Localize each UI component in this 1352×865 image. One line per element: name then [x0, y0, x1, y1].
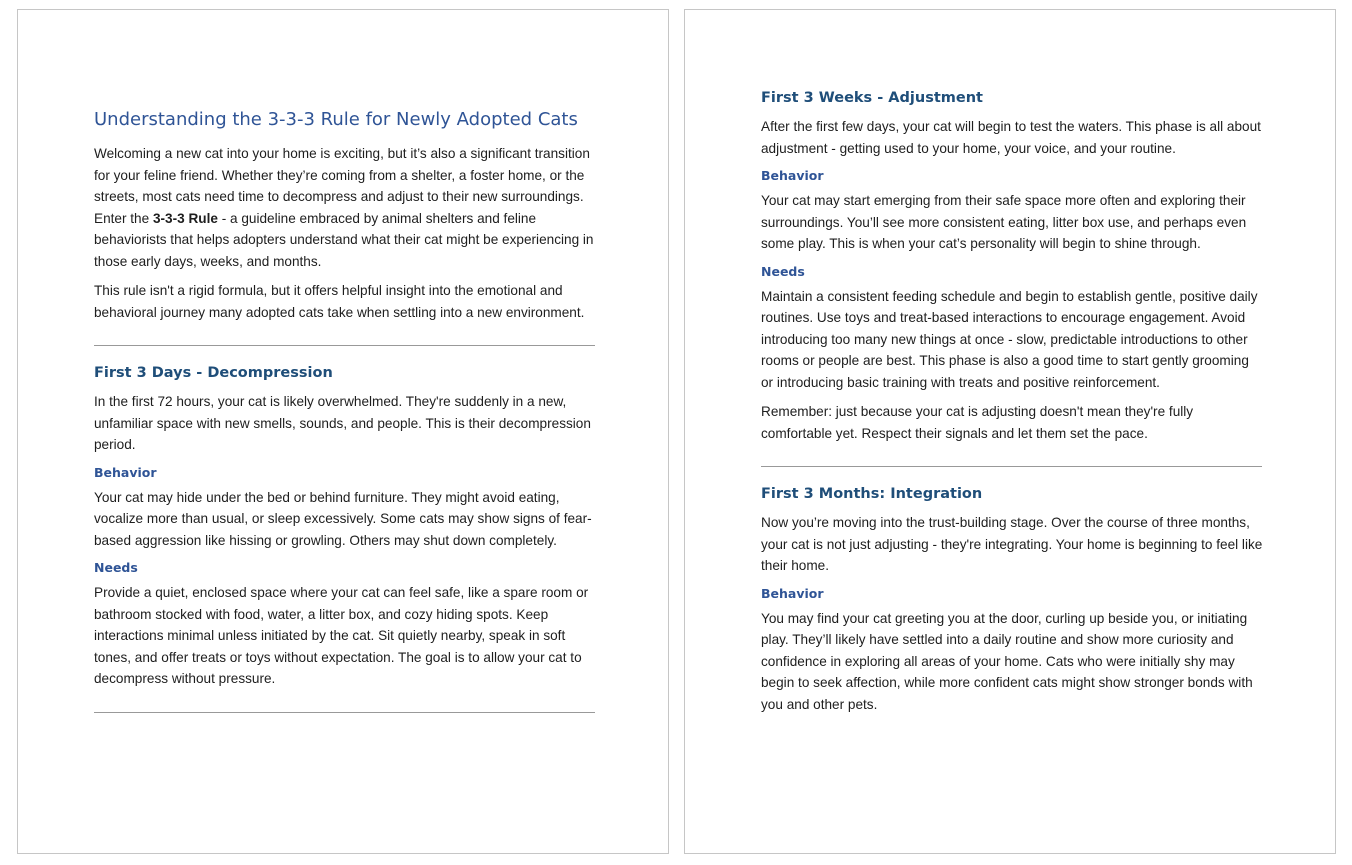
- document-page-1[interactable]: [17, 9, 669, 854]
- intro-paragraph-1: [94, 143, 596, 272]
- page-content: [94, 107, 596, 729]
- months-behavior-heading: Behavior: [761, 585, 824, 601]
- page-content: [761, 87, 1263, 723]
- days-needs-heading: Needs: [94, 560, 138, 575]
- weeks-remember-text: Remember: just because your cat is adjusting doesn't mean they're fully comfortable yet. Respect their signals and let them set the pace.: [761, 404, 1194, 441]
- weeks-behavior-text: Your cat may start emerging from their safe space more often and exploring their surroundings. You’ll see more consistent eating, litter box use, and perhaps even some play. This is when your cat’s personality will begin to shine through.: [761, 193, 1247, 251]
- weeks-heading: First 3 Weeks - Adjustment: [761, 90, 983, 106]
- document-title: Understanding the 3-3-3 Rule for Newly Adopted Cats: [94, 109, 578, 130]
- days-heading: First 3 Days - Decompression: [94, 365, 333, 381]
- section-divider: [94, 712, 595, 713]
- intro-paragraph-2: This rule isn't a rigid formula, but it offers helpful insight into the emotional and behavioral journey many adopted cats take when settling into a new environment.: [94, 283, 585, 320]
- section-divider: [761, 466, 1262, 467]
- months-heading: First 3 Months: Integration: [761, 486, 983, 502]
- days-intro: In the first 72 hours, your cat is likely overwhelmed. They're suddenly in a new, unfamiliar space with new smells, sounds, and people. This is their decompression period.: [94, 394, 591, 452]
- days-behavior-heading: Behavior: [94, 464, 157, 480]
- weeks-needs-heading: Needs: [761, 263, 805, 279]
- days-needs-text: Provide a quiet, enclosed space where your cat can feel safe, like a spare room or bathroom stocked with food, water, a litter box, and cozy hiding spots. Keep interactions minimal unless initiated by the cat. Sit quietly nearby, speak in soft tones, and offer treats or toys without expectation. The goal is to allow your cat to decompress without pressure.: [94, 585, 589, 686]
- document-page-2[interactable]: [684, 9, 1336, 854]
- rule-name-bold: 3-3-3 Rule: [152, 210, 218, 226]
- weeks-behavior-heading: Behavior: [761, 168, 824, 183]
- weeks-intro: After the first few days, your cat will begin to test the waters. This phase is all about adjustment - getting used to your home, your voice, and your routine.: [761, 119, 1261, 156]
- intro-text-start: Welcoming a new cat into your home is exciting, but it’s also a significant transition for your feline friend. Whether they’re coming from a shelter, a foster home, or the streets, most cats need time to decompress and adjust to their new surroundings. Enter the: [94, 146, 590, 226]
- weeks-needs-text: Maintain a consistent feeding schedule and begin to establish gentle, positive daily routines. Use toys and treat-based interactions to encourage engagement. Avoid introducing too many new things at once - slow, predictable introductions to other rooms or people are best. This phase is also a good time to start gently grooming or introducing basic training with treats and positive reinforcement.: [761, 288, 1258, 390]
- days-behavior-text: Your cat may hide under the bed or behind furniture. They might avoid eating, vocalize more than usual, or sleep excessively. Some cats may show signs of fear-based aggression like hissing or growling. Others may shut down completely.: [94, 489, 592, 548]
- section-divider: [94, 345, 595, 346]
- months-behavior-text: You may find your cat greeting you at the door, curling up beside you, or initiating play. They’ll likely have settled into a daily routine and show more curiosity and confidence in exploring all areas of your home. Cats who were initially shy may begin to seek affection, while more confident cats might show stronger bonds with you and other pets.: [761, 610, 1253, 712]
- months-intro: Now you’re moving into the trust-building stage. Over the course of three months, your cat is not just adjusting - they're integrating. Your home is beginning to feel like their home.: [761, 515, 1263, 573]
- intro-text-end: - a guideline embraced by animal shelters and feline behaviorists that helps adopters understand what their cat might be experiencing in those early days, weeks, and months.: [94, 210, 594, 269]
